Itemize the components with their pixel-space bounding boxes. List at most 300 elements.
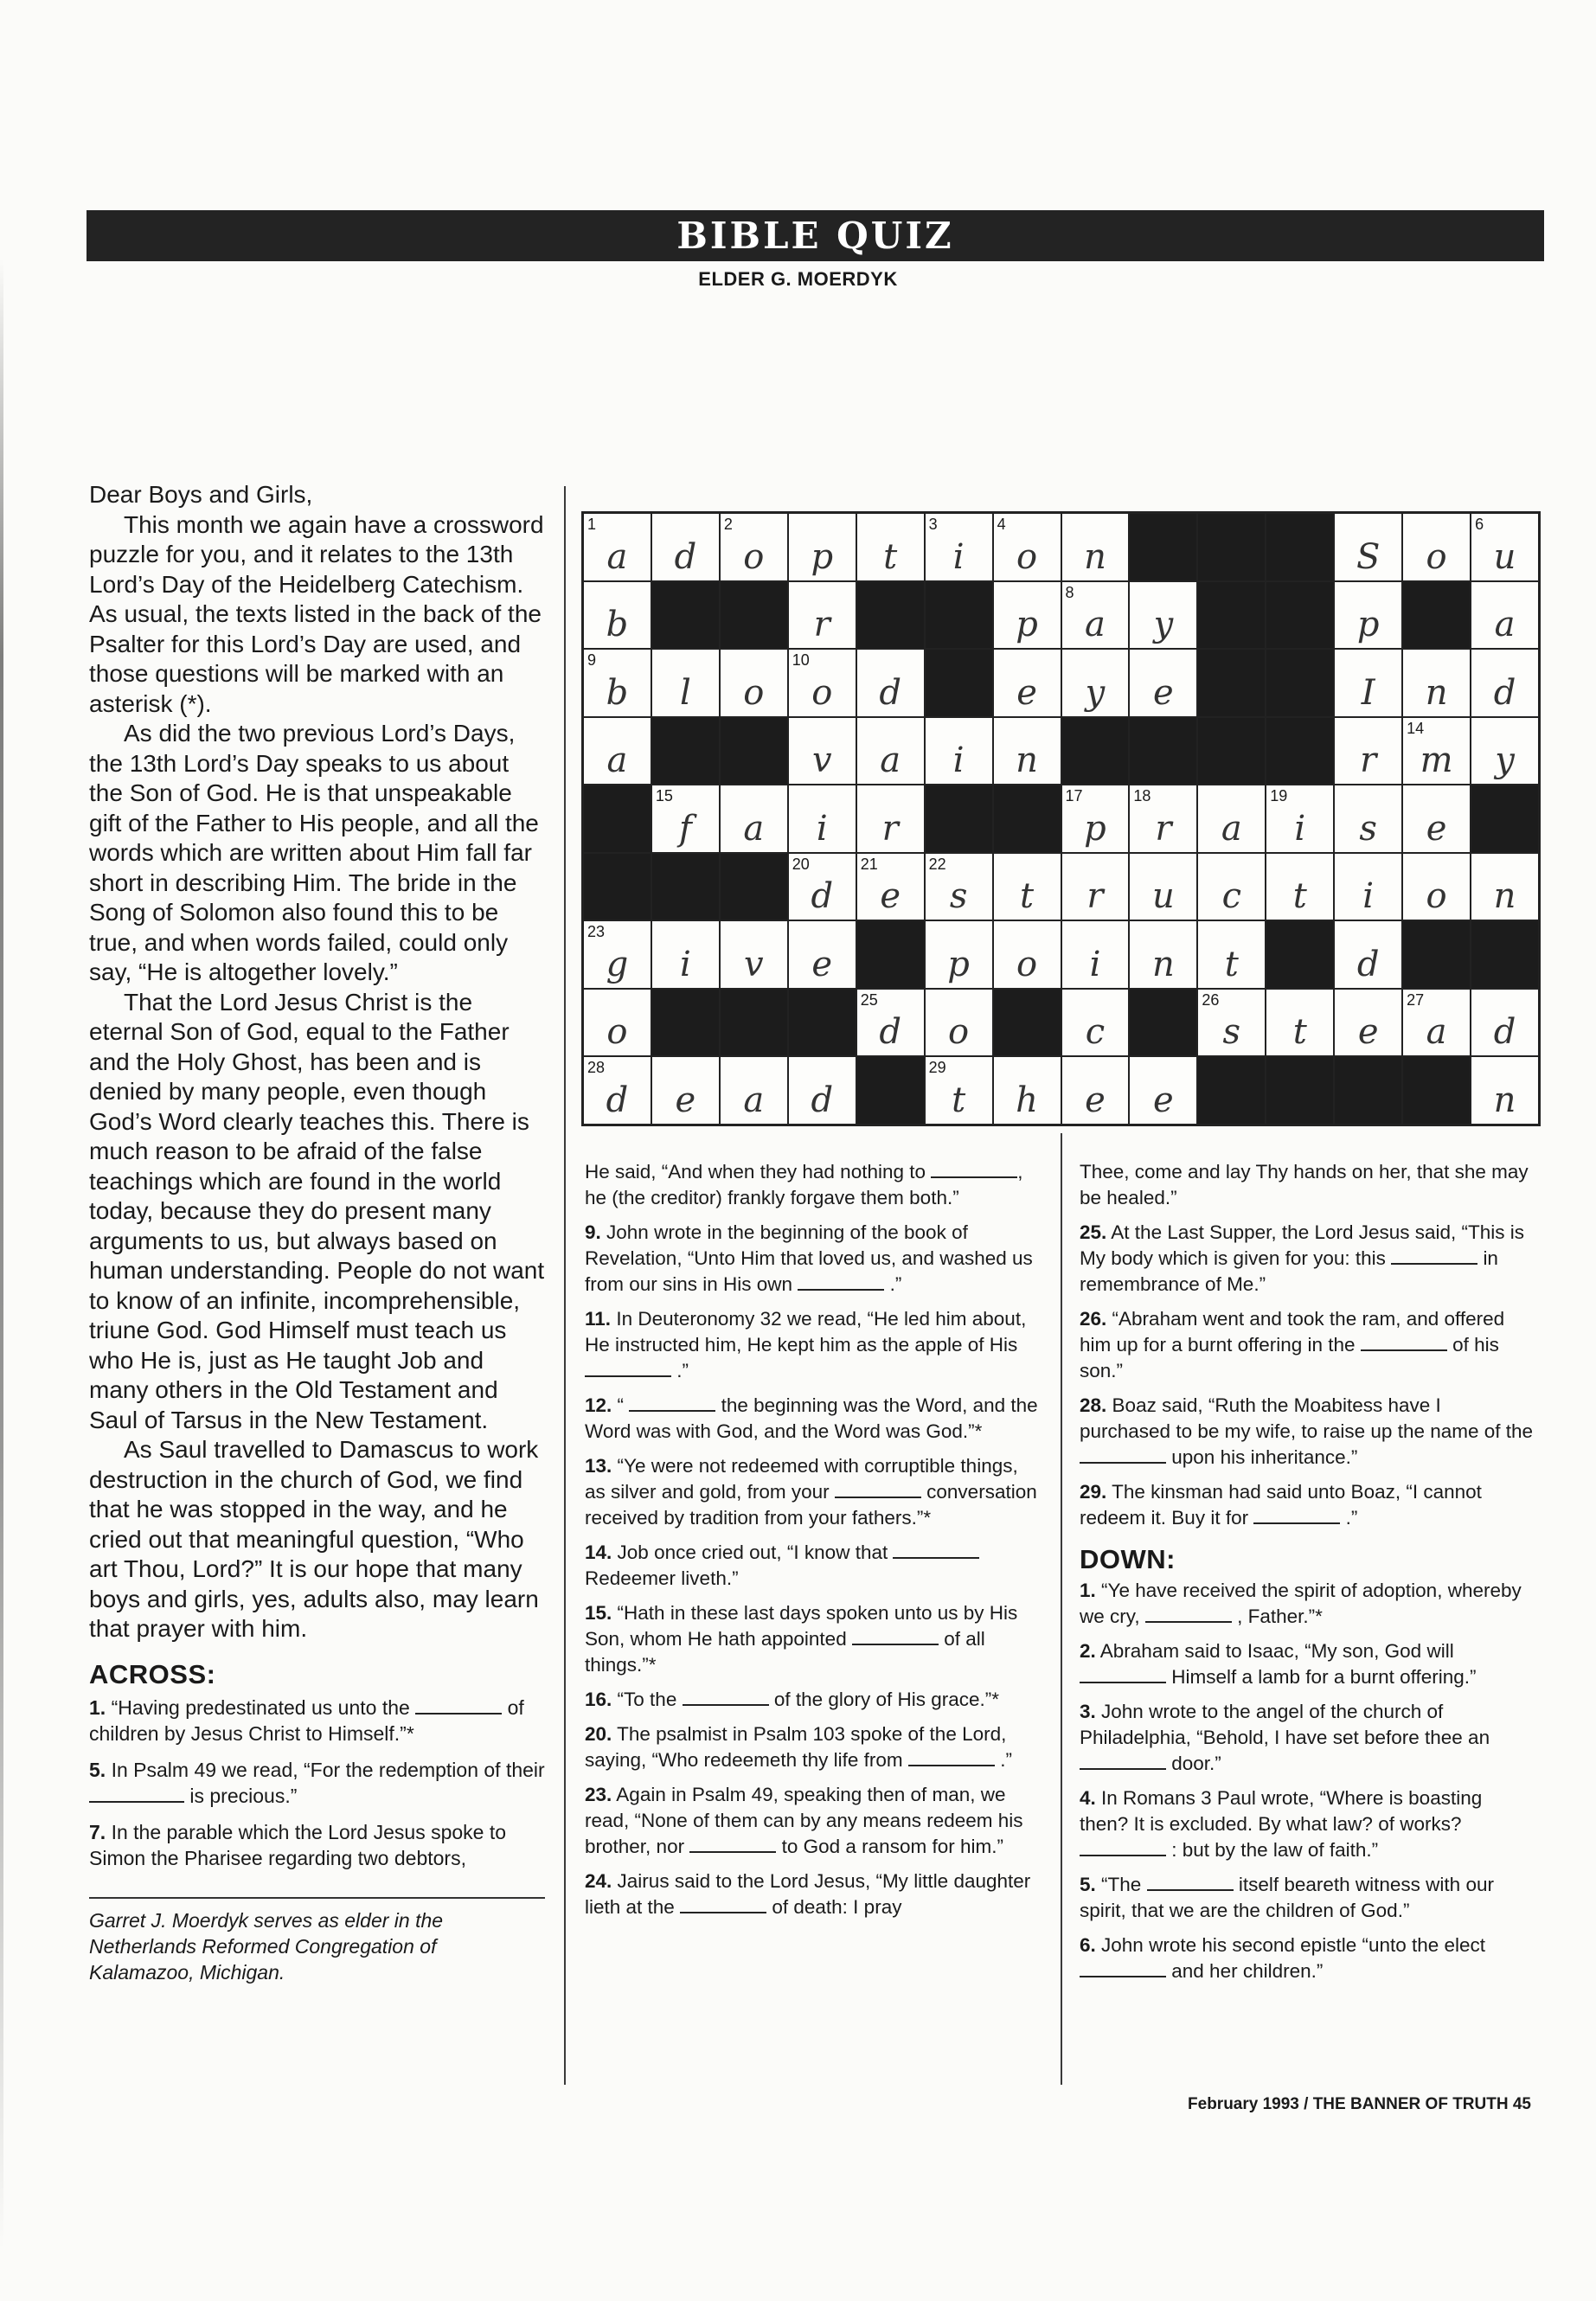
author-note: Garret J. Moerdyk serves as elder in the Netherlands Reformed Congregation of Kalamazoo, Michigan. <box>89 1897 545 1985</box>
cell-number: 21 <box>860 855 878 873</box>
clue-text: of his son.” <box>1080 1334 1499 1381</box>
cell-letter: o <box>606 1012 628 1053</box>
answer-blank <box>1080 1839 1166 1856</box>
grid-block <box>1062 718 1129 785</box>
grid-block <box>1266 514 1333 580</box>
grid-cell[interactable] <box>789 718 856 785</box>
down-heading: DOWN: <box>1080 1544 1176 1574</box>
cell-number: 15 <box>655 787 673 805</box>
clue-text: In Romans 3 Paul wrote, “Where is boasting then? It is excluded. By what law? of works? <box>1080 1787 1483 1835</box>
cell-letter: a <box>1085 605 1106 645</box>
clue-item <box>585 1220 1043 1298</box>
clues-column-2 <box>585 1159 1043 1929</box>
cell-letter: p <box>1084 808 1106 849</box>
cell-letter: a <box>880 740 901 781</box>
grid-cell[interactable] <box>1266 785 1333 852</box>
grid-cell[interactable] <box>584 514 651 580</box>
grid-cell[interactable] <box>652 514 719 580</box>
clue-number: 28. <box>1080 1394 1107 1416</box>
grid-cell[interactable] <box>926 514 992 580</box>
clue-text: “Hath in these last days spoken unto us by His Son, whom He hath appointed <box>585 1602 1018 1650</box>
grid-cell[interactable] <box>1471 718 1538 785</box>
cell-number: 10 <box>792 651 810 670</box>
grid-cell[interactable] <box>1403 785 1470 852</box>
answer-blank <box>680 1896 766 1913</box>
page-footer: February 1993 / THE BANNER OF TRUTH 45 <box>1188 2095 1531 2113</box>
clue-text: “ <box>617 1394 625 1416</box>
grid-cell[interactable] <box>926 1057 992 1124</box>
grid-cell[interactable] <box>926 921 992 988</box>
grid-cell[interactable] <box>1266 854 1333 920</box>
grid-block <box>1403 1057 1470 1124</box>
cell-letter: p <box>947 944 970 984</box>
cell-letter: o <box>1426 876 1447 917</box>
cell-number: 28 <box>587 1059 606 1077</box>
clue-item <box>1080 1872 1535 1924</box>
across-clue-list <box>585 1220 1043 1920</box>
grid-block <box>721 854 787 920</box>
clue-number: 1. <box>89 1696 106 1719</box>
grid-cell[interactable] <box>926 990 992 1056</box>
cell-number: 20 <box>792 855 810 873</box>
grid-block <box>1403 582 1470 649</box>
grid-block <box>857 582 924 649</box>
clue-item <box>1080 1638 1535 1690</box>
cell-number: 4 <box>997 516 1006 533</box>
clue-text: .” <box>1345 1507 1358 1529</box>
title-banner <box>87 210 1544 261</box>
clue-number: 5. <box>1080 1874 1096 1895</box>
grid-cell[interactable] <box>584 650 651 716</box>
grid-cell[interactable] <box>1471 1057 1538 1124</box>
cell-letter: a <box>606 740 628 781</box>
intro-paragraph: That the Lord Jesus Christ is the eternal Son of God, equal to the Father and the Holy Ghost, has been and is denied by many people, even though God’s Word clearly teaches this. There is much reason to be afraid of the false teachings which are found in the world today, because they do present many arguments to us, but always based on human understanding. People do not want to know of an infinite, incomprehensible, triune God. God Himself must teach us who He is, just as He taught Job and many others in the Old Testament and Saul of Tarsus in the New Testament. <box>89 988 545 1433</box>
grid-cell[interactable] <box>1130 650 1196 716</box>
cell-number: 27 <box>1407 990 1425 1009</box>
grid-cell[interactable] <box>721 1057 787 1124</box>
answer-blank <box>1147 1874 1234 1891</box>
grid-cell[interactable] <box>994 1057 1061 1124</box>
grid-cell[interactable] <box>652 785 719 852</box>
clue-item <box>1080 1699 1535 1777</box>
grid-cell[interactable] <box>857 514 924 580</box>
intro-column <box>89 480 545 1985</box>
grid-cell[interactable] <box>1062 990 1129 1056</box>
grid-cell[interactable] <box>1198 921 1265 988</box>
answer-blank <box>893 1541 979 1559</box>
grid-block <box>1266 650 1333 716</box>
grid-cell[interactable] <box>857 785 924 852</box>
cell-letter: a <box>743 808 765 849</box>
byline: ELDER G. MOERDYK <box>698 268 898 290</box>
grid-block <box>1198 1057 1265 1124</box>
grid-cell[interactable] <box>584 990 651 1056</box>
cell-letter: d <box>1493 672 1516 713</box>
cell-letter: e <box>1153 672 1174 713</box>
grid-cell[interactable] <box>1130 1057 1196 1124</box>
clue-number: 3. <box>1080 1701 1096 1722</box>
cell-letter: t <box>1019 876 1035 917</box>
grid-cell[interactable] <box>994 650 1061 716</box>
intro-paragraph: As did the two previous Lord’s Days, the 13th Lord’s Day speaks to us about the Son of God. He is that unspeakable gift of the Father to His people, and all the words which are written about Him fall far short in describing Him. The bride in the Song of Solomon also found this to be true, and when words failed, could only say, “He is altogether lovely.” <box>89 720 539 985</box>
grid-cell[interactable] <box>584 921 651 988</box>
grid-cell[interactable] <box>994 582 1061 649</box>
clue-number: 6. <box>1080 1934 1096 1956</box>
answer-blank <box>89 1785 184 1803</box>
grid-cell[interactable] <box>994 854 1061 920</box>
cell-number: 19 <box>1270 787 1288 805</box>
cell-letter: r <box>1360 740 1377 781</box>
cell-letter: n <box>1425 672 1448 713</box>
grid-cell[interactable] <box>1062 854 1129 920</box>
grid-block <box>652 718 719 785</box>
answer-blank <box>1391 1247 1477 1265</box>
cell-number: 25 <box>860 990 878 1009</box>
cell-number: 18 <box>1133 787 1151 805</box>
column-divider-1 <box>564 486 566 2085</box>
grid-cell[interactable] <box>584 582 651 649</box>
grid-cell[interactable] <box>1062 785 1129 852</box>
cell-letter: p <box>811 536 834 577</box>
cell-letter: d <box>879 1012 901 1053</box>
clue-text: The psalmist in Psalm 103 spoke of the Lord, saying, “Who redeemeth thy life from <box>585 1723 1007 1771</box>
cell-letter: y <box>1153 605 1174 645</box>
cell-letter: d <box>1356 944 1380 984</box>
cell-letter: c <box>1221 876 1242 917</box>
grid-block <box>1335 1057 1401 1124</box>
clue-text: , he (the creditor) frankly forgave them both.” <box>585 1161 1023 1208</box>
cell-letter: S <box>1356 536 1381 577</box>
cell-number: 22 <box>928 855 946 873</box>
grid-block <box>584 785 651 852</box>
cell-letter: d <box>811 1080 834 1120</box>
clue-text: Redeemer liveth.” <box>585 1567 739 1589</box>
grid-cell[interactable] <box>1130 854 1196 920</box>
cell-letter: e <box>880 876 901 917</box>
clue-across-1 <box>89 1695 545 1747</box>
grid-cell[interactable] <box>926 718 992 785</box>
cell-letter: i <box>1294 808 1306 849</box>
grid-cell[interactable] <box>1198 854 1265 920</box>
cell-number: 1 <box>587 516 597 533</box>
clue-text: “The <box>1101 1874 1142 1895</box>
grid-block <box>926 650 992 716</box>
cell-letter: a <box>1426 1012 1447 1053</box>
clue-item <box>1080 1393 1535 1471</box>
grid-cell[interactable] <box>789 650 856 716</box>
grid-cell[interactable] <box>789 582 856 649</box>
salutation: Dear Boys and Girls, <box>89 481 313 508</box>
grid-cell[interactable] <box>857 718 924 785</box>
clue-text: Himself a lamb for a burnt offering.” <box>1171 1666 1477 1688</box>
cell-number: 29 <box>928 1059 946 1077</box>
cell-letter: e <box>1016 672 1037 713</box>
grid-cell[interactable] <box>789 854 856 920</box>
clue-item <box>1080 1479 1535 1531</box>
grid-block <box>1130 514 1196 580</box>
clue-text: of the glory of His grace.”* <box>773 1689 999 1710</box>
cell-number: 9 <box>587 651 597 670</box>
cell-letter: i <box>1362 876 1375 917</box>
grid-cell[interactable] <box>721 650 787 716</box>
grid-cell[interactable] <box>584 718 651 785</box>
clue-text: of children by Jesus Christ to Himself.”* <box>89 1696 524 1745</box>
cell-letter: i <box>679 944 691 984</box>
clue-text: is precious.” <box>189 1785 298 1807</box>
clue-text: to God a ransom for him.” <box>781 1836 1003 1857</box>
grid-cell[interactable] <box>1335 990 1401 1056</box>
cell-number: 3 <box>928 516 938 533</box>
cell-letter: s <box>1222 1012 1241 1053</box>
clue-text: Jairus said to the Lord Jesus, “My little daughter lieth at the <box>585 1870 1031 1918</box>
grid-block <box>1471 785 1538 852</box>
grid-cell[interactable] <box>1471 854 1538 920</box>
grid-cell[interactable] <box>857 650 924 716</box>
cell-letter: t <box>1292 876 1307 917</box>
cell-letter: o <box>948 1012 970 1053</box>
scan-edge <box>0 260 3 2249</box>
cell-letter: b <box>606 605 629 645</box>
clue-number: 16. <box>585 1689 612 1710</box>
clue-text: “Ye were not redeemed with corruptible things, as silver and gold, from your <box>585 1455 1018 1503</box>
clue-number: 29. <box>1080 1481 1107 1503</box>
grid-cell[interactable] <box>652 1057 719 1124</box>
grid-cell[interactable] <box>652 650 719 716</box>
cell-letter: i <box>1089 944 1101 984</box>
grid-cell[interactable] <box>789 514 856 580</box>
clue-text: upon his inheritance.” <box>1171 1446 1358 1468</box>
clue-item <box>585 1600 1043 1678</box>
clue-text: “To the <box>617 1689 677 1710</box>
grid-cell[interactable] <box>926 854 992 920</box>
cell-letter: o <box>1016 536 1038 577</box>
clue-text: In Psalm 49 we read, “For the redemption of their <box>111 1759 545 1781</box>
cell-letter: o <box>1426 536 1447 577</box>
clue-text: “Abraham went and took the ram, and offered him up for a burnt offering in the <box>1080 1308 1505 1356</box>
cell-letter: u <box>1152 876 1175 917</box>
clue-text: in remembrance of Me.” <box>1080 1247 1498 1295</box>
grid-cell[interactable] <box>721 785 787 852</box>
grid-cell[interactable] <box>857 854 924 920</box>
grid-block <box>584 854 651 920</box>
clue-item <box>585 1540 1043 1592</box>
grid-cell[interactable] <box>1062 582 1129 649</box>
grid-cell[interactable] <box>1403 650 1470 716</box>
cell-letter: r <box>1086 876 1104 917</box>
grid-cell[interactable] <box>1130 582 1196 649</box>
intro-paragraph: As Saul travelled to Damascus to work destruction in the church of God, we find that he was stopped in the way, and he cried out that meaningful question, “Who art Thou, Lord?” It is our hope that many boys and girls, yes, adults also, may learn that prayer with him. <box>89 1436 539 1642</box>
clue-text: .” <box>1000 1749 1012 1771</box>
grid-block <box>789 990 856 1056</box>
grid-cell[interactable] <box>1266 990 1333 1056</box>
clue-text: of death: I pray <box>772 1896 902 1918</box>
cell-letter: s <box>949 876 968 917</box>
answer-blank <box>1080 1446 1166 1464</box>
grid-block <box>652 854 719 920</box>
grid-cell[interactable] <box>1335 785 1401 852</box>
clue-text: : but by the law of faith.” <box>1171 1839 1379 1861</box>
grid-cell[interactable] <box>721 921 787 988</box>
answer-blank <box>852 1628 939 1645</box>
clue-text: John wrote in the beginning of the book of Revelation, “Unto Him that loved us, and washed us from our sins in His own <box>585 1221 1033 1295</box>
clue-item <box>585 1868 1043 1920</box>
down-clue-list <box>1080 1578 1535 1984</box>
grid-cell[interactable] <box>994 514 1061 580</box>
intro-letter <box>89 480 545 1644</box>
clue-text: In the parable which the Lord Jesus spoke to Simon the Pharisee regarding two debtors, <box>89 1821 507 1869</box>
clue-item <box>585 1687 1043 1713</box>
grid-cell[interactable] <box>1403 854 1470 920</box>
grid-cell[interactable] <box>584 1057 651 1124</box>
cell-letter: v <box>811 740 832 781</box>
grid-cell[interactable] <box>1471 990 1538 1056</box>
clue-number: 12. <box>585 1394 612 1416</box>
clue-number: 2. <box>1080 1640 1096 1662</box>
grid-cell[interactable] <box>1335 582 1401 649</box>
cell-letter: t <box>883 536 898 577</box>
grid-cell[interactable] <box>1062 921 1129 988</box>
grid-cell[interactable] <box>1471 582 1538 649</box>
grid-cell[interactable] <box>857 990 924 1056</box>
grid-cell[interactable] <box>1062 514 1129 580</box>
cell-letter: e <box>1153 1080 1174 1120</box>
grid-block <box>1130 718 1196 785</box>
clue-number: 23. <box>585 1784 612 1805</box>
cell-letter: b <box>606 672 629 713</box>
cell-letter: n <box>1493 1080 1516 1120</box>
grid-cell[interactable] <box>994 921 1061 988</box>
cell-letter: s <box>1359 808 1377 849</box>
clue-item <box>1080 1306 1535 1384</box>
cell-number: 17 <box>1065 787 1083 805</box>
intro-paragraph: This month we again have a crossword puzzle for you, and it relates to the 13th Lord’s Day of the Heidelberg Catechism. As usual, the texts listed in the back of the Psalter for this Lord’s Day are used, and those questions will be marked with an asterisk (*). <box>89 510 544 717</box>
cell-letter: l <box>679 672 691 713</box>
grid-block <box>1266 718 1333 785</box>
grid-block <box>857 1057 924 1124</box>
answer-blank <box>1361 1334 1447 1351</box>
grid-cell[interactable] <box>789 1057 856 1124</box>
cell-letter: e <box>1085 1080 1106 1120</box>
clue-across-7-continued <box>585 1159 1043 1211</box>
answer-blank <box>908 1749 995 1766</box>
clue-text: John wrote his second epistle “unto the elect <box>1101 1934 1486 1956</box>
grid-cell[interactable] <box>1471 514 1538 580</box>
grid-block <box>1266 921 1333 988</box>
clue-number: 15. <box>585 1602 612 1624</box>
clue-text: In Deuteronomy 32 we read, “He led him about, He instructed him, He kept him as the apple of His <box>585 1308 1027 1356</box>
grid-cell[interactable] <box>1471 650 1538 716</box>
clue-number: 13. <box>585 1455 612 1477</box>
cell-letter: d <box>674 536 697 577</box>
across-clue-list <box>1080 1220 1535 1531</box>
grid-cell[interactable] <box>1130 921 1196 988</box>
clue-number: 4. <box>1080 1787 1096 1809</box>
grid-cell[interactable] <box>1198 990 1265 1056</box>
clue-text: .” <box>889 1273 902 1295</box>
page-title: BIBLE QUIZ <box>676 215 954 257</box>
grid-cell[interactable] <box>789 785 856 852</box>
grid-cell[interactable] <box>721 514 787 580</box>
cell-letter: p <box>1356 605 1380 645</box>
cell-letter: t <box>952 1080 966 1120</box>
grid-cell[interactable] <box>1403 718 1470 785</box>
grid-cell[interactable] <box>652 921 719 988</box>
grid-cell[interactable] <box>1335 854 1401 920</box>
cell-number: 26 <box>1202 990 1220 1009</box>
grid-cell[interactable] <box>1062 650 1129 716</box>
clue-item <box>585 1453 1043 1531</box>
clue-across-5 <box>89 1757 545 1809</box>
cell-letter: n <box>1152 944 1175 984</box>
clues-column-3 <box>1080 1159 1535 1993</box>
clue-text: “Having predestinated us unto the <box>111 1696 410 1719</box>
grid-block <box>926 785 992 852</box>
grid-cell[interactable] <box>789 921 856 988</box>
cell-letter: r <box>813 605 830 645</box>
clue-text: itself beareth witness with our spirit, that we are the children of God.” <box>1080 1874 1494 1921</box>
grid-cell[interactable] <box>1335 650 1401 716</box>
cell-letter: h <box>1016 1080 1038 1120</box>
grid-cell[interactable] <box>1130 785 1196 852</box>
clue-text: conversation received by tradition from your fathers.”* <box>585 1481 1037 1529</box>
clue-number: 24. <box>585 1870 612 1892</box>
answer-blank <box>415 1697 502 1715</box>
grid-cell[interactable] <box>1335 921 1401 988</box>
grid-cell[interactable] <box>1403 990 1470 1056</box>
cell-letter: i <box>952 536 965 577</box>
cell-letter: d <box>879 672 901 713</box>
cell-letter: n <box>1493 876 1516 917</box>
grid-block <box>1198 718 1265 785</box>
grid-block <box>652 582 719 649</box>
answer-blank <box>931 1161 1017 1178</box>
grid-cell[interactable] <box>1198 785 1265 852</box>
cell-letter: a <box>1221 808 1242 849</box>
cell-letter: g <box>606 944 629 984</box>
cell-letter: a <box>1494 605 1516 645</box>
cell-letter: t <box>1292 1012 1307 1053</box>
cell-letter: n <box>1084 536 1106 577</box>
grid-block <box>1198 514 1265 580</box>
clue-text: “Ye have received the spirit of adoption, whereby we cry, <box>1080 1580 1522 1627</box>
grid-block <box>1130 990 1196 1056</box>
grid-cell[interactable] <box>994 718 1061 785</box>
clue-text: He said, “And when they had nothing to <box>585 1161 926 1183</box>
answer-blank <box>798 1273 884 1291</box>
grid-cell[interactable] <box>1062 1057 1129 1124</box>
clue-text: of all things.”* <box>585 1628 985 1676</box>
clue-text: At the Last Supper, the Lord Jesus said, “This is My body which is given for you: this <box>1080 1221 1525 1269</box>
cell-letter: p <box>1016 605 1038 645</box>
column-divider-2 <box>1061 1133 1062 2085</box>
clue-number: 5. <box>89 1759 106 1781</box>
cell-letter: e <box>1357 1012 1379 1053</box>
grid-cell[interactable] <box>1335 514 1401 580</box>
answer-blank <box>1253 1507 1340 1524</box>
grid-cell[interactable] <box>1403 514 1470 580</box>
clue-text: Boaz said, “Ruth the Moabitess have I purchased to be my wife, to raise up the name of the <box>1080 1394 1534 1442</box>
grid-block <box>1403 921 1470 988</box>
cell-letter: c <box>1085 1012 1106 1053</box>
cell-number: 8 <box>1065 583 1074 601</box>
cell-letter: d <box>606 1080 629 1120</box>
cell-number: 2 <box>723 516 733 533</box>
cell-letter: n <box>1016 740 1038 781</box>
grid-cell[interactable] <box>1335 718 1401 785</box>
clue-text: .” <box>676 1360 689 1381</box>
grid-block <box>1471 921 1538 988</box>
clue-number: 9. <box>585 1221 601 1243</box>
